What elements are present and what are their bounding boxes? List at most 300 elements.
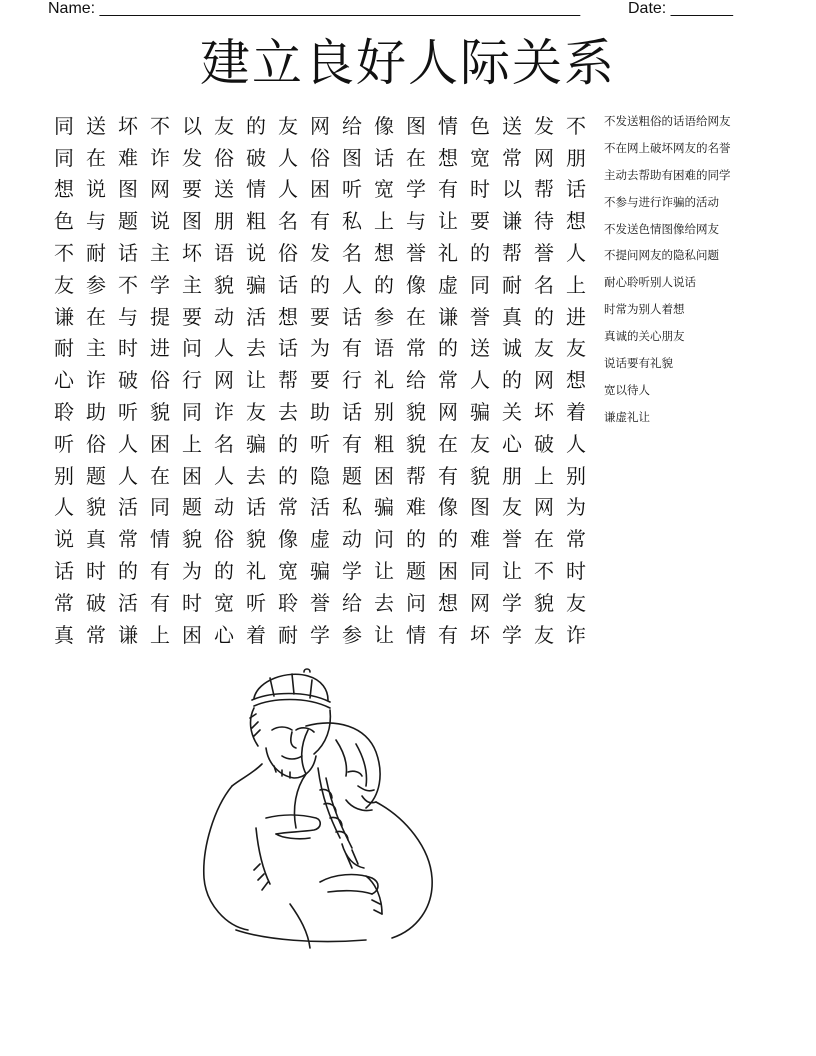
grid-cell: 话 [246,495,266,520]
grid-cell: 行 [182,368,202,393]
grid-cell: 网 [470,590,490,615]
grid-row [48,333,592,365]
word-list-item: 真诚的关心朋友 [604,329,685,344]
grid-cell: 貌 [182,527,202,552]
grid-cell: 礼 [246,559,266,584]
grid-cell: 宽 [278,559,298,584]
grid-cell: 俗 [278,241,298,266]
grid-cell: 困 [182,622,202,647]
grid-cell: 时 [182,590,202,615]
grid-cell: 学 [502,622,522,647]
grid-cell: 帮 [502,241,522,266]
grid-cell: 行 [342,368,362,393]
grid-cell: 俗 [310,145,330,170]
grid-cell: 誉 [534,241,554,266]
grid-cell: 心 [502,431,522,456]
grid-cell: 人 [118,431,138,456]
grid-cell: 名 [534,272,554,297]
grid-cell: 的 [278,431,298,456]
grid-cell: 动 [214,495,234,520]
grid-cell: 要 [310,304,330,329]
grid-cell: 发 [182,145,202,170]
grid-cell: 俗 [86,431,106,456]
word-list-item: 耐心聆听别人说话 [604,275,696,290]
grid-cell: 为 [310,336,330,361]
grid-cell: 给 [342,590,362,615]
grid-cell: 谦 [502,209,522,234]
date-line: Date: _______ [628,0,733,17]
word-list-item: 宽以待人 [604,382,650,397]
grid-cell: 网 [534,495,554,520]
grid-cell: 同 [54,113,74,138]
grid-cell: 话 [342,400,362,425]
grid-cell: 不 [534,559,554,584]
grid-row [48,174,592,206]
grid-cell: 话 [374,145,394,170]
grid-cell: 帮 [534,177,554,202]
word-list-item: 不提问网友的隐私问题 [604,248,719,263]
grid-cell: 给 [406,368,426,393]
grid-cell: 活 [118,495,138,520]
grid-cell: 的 [246,113,266,138]
grid-cell: 有 [438,463,458,488]
grid-cell: 骗 [246,431,266,456]
grid-cell: 耐 [502,272,522,297]
grid-cell: 色 [54,209,74,234]
grid-cell: 在 [438,431,458,456]
grid-cell: 说 [246,241,266,266]
grid-cell: 聆 [278,590,298,615]
grid-cell: 粗 [374,431,394,456]
grid-cell: 话 [278,336,298,361]
grid-cell: 情 [406,622,426,647]
grid-cell: 话 [566,177,586,202]
grid-cell: 虚 [310,527,330,552]
grid-cell: 心 [214,622,234,647]
grid-cell: 要 [182,177,202,202]
grid-cell: 送 [502,113,522,138]
grid-cell: 以 [502,177,522,202]
grid-cell: 话 [342,304,362,329]
grid-cell: 有 [342,336,362,361]
grid-cell: 朋 [214,209,234,234]
grid-cell: 骗 [374,495,394,520]
grid-cell: 问 [374,527,394,552]
grid-cell: 让 [502,559,522,584]
grid-cell: 坏 [470,622,490,647]
grid-cell: 常 [566,527,586,552]
grid-cell: 活 [246,304,266,329]
hugging-couple-illustration [196,668,440,958]
grid-cell: 题 [182,495,202,520]
grid-cell: 网 [310,113,330,138]
grid-row [48,364,592,396]
word-list-item: 不在网上破坏网友的名誉 [604,140,731,155]
grid-cell: 与 [118,304,138,329]
grid-cell: 在 [406,304,426,329]
grid-cell: 帮 [278,368,298,393]
grid-cell: 难 [118,145,138,170]
grid-cell: 想 [278,304,298,329]
grid-cell: 骗 [246,272,266,297]
grid-cell: 破 [118,368,138,393]
grid-cell: 常 [86,622,106,647]
grid-cell: 心 [54,368,74,393]
grid-cell: 让 [374,622,394,647]
grid-cell: 诈 [150,145,170,170]
grid-cell: 谦 [118,622,138,647]
grid-cell: 要 [470,209,490,234]
grid-cell: 送 [86,113,106,138]
grid-cell: 去 [246,463,266,488]
grid-cell: 的 [438,336,458,361]
grid-cell: 题 [406,559,426,584]
grid-cell: 的 [534,304,554,329]
grid-cell: 参 [374,304,394,329]
grid-cell: 色 [470,113,490,138]
grid-cell: 话 [54,559,74,584]
grid-cell: 动 [342,527,362,552]
grid-cell: 主 [150,241,170,266]
hugging-couple-icon [196,668,440,958]
grid-row [48,205,592,237]
grid-cell: 真 [54,622,74,647]
grid-row [48,460,592,492]
grid-cell: 学 [310,622,330,647]
grid-cell: 让 [438,209,458,234]
grid-cell: 帮 [406,463,426,488]
grid-cell: 宽 [470,145,490,170]
grid-cell: 送 [470,336,490,361]
grid-cell: 宽 [214,590,234,615]
grid-cell: 以 [182,113,202,138]
grid-cell: 宽 [374,177,394,202]
grid-cell: 常 [278,495,298,520]
grid-cell: 在 [406,145,426,170]
grid-cell: 同 [470,272,490,297]
grid-cell: 貌 [150,400,170,425]
grid-cell: 名 [278,209,298,234]
grid-cell: 誉 [470,304,490,329]
grid-cell: 别 [566,463,586,488]
grid-row [48,269,592,301]
grid-row [48,523,592,555]
grid-cell: 坏 [182,241,202,266]
grid-cell: 听 [54,431,74,456]
grid-cell: 困 [182,463,202,488]
grid-cell: 貌 [86,495,106,520]
grid-cell: 上 [566,272,586,297]
grid-cell: 主 [86,336,106,361]
grid-cell: 去 [278,400,298,425]
grid-cell: 人 [342,272,362,297]
grid-cell: 俗 [150,368,170,393]
grid-cell: 去 [246,336,266,361]
grid-cell: 发 [534,113,554,138]
grid-cell: 的 [278,463,298,488]
grid-cell: 为 [182,559,202,584]
grid-cell: 上 [182,431,202,456]
grid-cell: 誉 [406,241,426,266]
name-line: Name: ______________________________________________________ [48,0,581,17]
grid-cell: 常 [438,368,458,393]
grid-cell: 听 [118,400,138,425]
grid-cell: 提 [150,304,170,329]
grid-cell: 的 [470,241,490,266]
grid-cell: 貌 [406,400,426,425]
grid-cell: 有 [342,431,362,456]
grid-cell: 网 [438,400,458,425]
grid-row [48,237,592,269]
grid-cell: 时 [470,177,490,202]
grid-cell: 耐 [86,241,106,266]
grid-cell: 给 [342,113,362,138]
grid-cell: 助 [310,400,330,425]
grid-cell: 关 [502,400,522,425]
grid-cell: 谦 [54,304,74,329]
word-list-item: 说话要有礼貌 [604,356,673,371]
grid-cell: 时 [86,559,106,584]
grid-cell: 话 [118,241,138,266]
grid-row [48,492,592,524]
grid-cell: 发 [310,241,330,266]
grid-cell: 困 [150,431,170,456]
grid-row [48,587,592,619]
grid-cell: 的 [118,559,138,584]
grid-cell: 友 [566,336,586,361]
grid-cell: 骗 [310,559,330,584]
grid-cell: 时 [118,336,138,361]
grid-cell: 听 [342,177,362,202]
grid-cell: 难 [470,527,490,552]
grid-cell: 朋 [566,145,586,170]
grid-cell: 网 [534,368,554,393]
grid-cell: 学 [406,177,426,202]
grid-cell: 与 [86,209,106,234]
grid-row [48,619,592,651]
grid-cell: 俗 [214,527,234,552]
grid-cell: 私 [342,209,362,234]
grid-cell: 谦 [438,304,458,329]
grid-cell: 学 [502,590,522,615]
grid-cell: 友 [534,336,554,361]
grid-cell: 人 [566,431,586,456]
grid-row [48,396,592,428]
grid-cell: 有 [438,622,458,647]
grid-cell: 的 [374,272,394,297]
grid-cell: 骗 [470,400,490,425]
grid-cell: 礼 [374,368,394,393]
grid-cell: 虚 [438,272,458,297]
grid-cell: 破 [246,145,266,170]
grid-cell: 参 [86,272,106,297]
grid-cell: 常 [406,336,426,361]
grid-cell: 别 [54,463,74,488]
word-list [604,108,804,431]
grid-cell: 人 [278,177,298,202]
grid-cell: 名 [214,431,234,456]
grid-cell: 友 [246,400,266,425]
grid-cell: 听 [310,431,330,456]
grid-cell: 待 [534,209,554,234]
grid-cell: 题 [86,463,106,488]
grid-cell: 的 [310,272,330,297]
grid-cell: 私 [342,495,362,520]
grid-cell: 想 [54,177,74,202]
grid-cell: 粗 [246,209,266,234]
grid-cell: 进 [150,336,170,361]
grid-cell: 像 [278,527,298,552]
grid-cell: 着 [246,622,266,647]
grid-cell: 礼 [438,241,458,266]
grid-cell: 友 [502,495,522,520]
grid-cell: 破 [86,590,106,615]
grid-cell: 要 [182,304,202,329]
grid-cell: 话 [278,272,298,297]
grid-cell: 耐 [54,336,74,361]
grid-cell: 去 [374,590,394,615]
grid-cell: 坏 [118,113,138,138]
grid-cell: 的 [214,559,234,584]
word-list-item: 不发送色情图像给网友 [604,221,719,236]
grid-cell: 情 [150,527,170,552]
word-list-item: 谦虚礼让 [604,409,650,424]
grid-row [48,110,592,142]
grid-cell: 坏 [534,400,554,425]
grid-cell: 困 [374,463,394,488]
grid-cell: 着 [566,400,586,425]
grid-cell: 与 [406,209,426,234]
grid-cell: 网 [150,177,170,202]
grid-cell: 网 [214,368,234,393]
grid-cell: 隐 [310,463,330,488]
grid-cell: 破 [534,431,554,456]
grid-cell: 貌 [534,590,554,615]
grid-cell: 情 [438,113,458,138]
grid-cell: 聆 [54,400,74,425]
grid-cell: 图 [342,145,362,170]
grid-cell: 不 [150,113,170,138]
grid-row [48,142,592,174]
grid-cell: 不 [566,113,586,138]
grid-row [48,301,592,333]
grid-cell: 主 [182,272,202,297]
grid-cell: 图 [470,495,490,520]
grid-cell: 的 [406,527,426,552]
grid-cell: 送 [214,177,234,202]
grid-cell: 貌 [470,463,490,488]
grid-cell: 不 [118,272,138,297]
grid-cell: 人 [118,463,138,488]
grid-cell: 诈 [566,622,586,647]
grid-cell: 朋 [502,463,522,488]
grid-cell: 上 [150,622,170,647]
grid-cell: 让 [246,368,266,393]
grid-cell: 图 [406,113,426,138]
grid-cell: 在 [86,304,106,329]
grid-cell: 助 [86,400,106,425]
grid-cell: 时 [566,559,586,584]
word-list-item: 主动去帮助有困难的同学 [604,167,731,182]
grid-cell: 题 [342,463,362,488]
grid-cell: 学 [342,559,362,584]
grid-cell: 人 [470,368,490,393]
grid-cell: 常 [118,527,138,552]
grid-cell: 活 [310,495,330,520]
grid-cell: 说 [86,177,106,202]
grid-cell: 难 [406,495,426,520]
word-list-item: 不参与进行诈骗的活动 [604,194,719,209]
grid-cell: 有 [150,559,170,584]
grid-cell: 上 [534,463,554,488]
grid-row [48,428,592,460]
grid-cell: 有 [310,209,330,234]
grid-row [48,555,592,587]
grid-cell: 友 [214,113,234,138]
word-search-grid [48,110,592,651]
grid-cell: 要 [310,368,330,393]
grid-cell: 友 [534,622,554,647]
grid-cell: 友 [54,272,74,297]
grid-cell: 想 [566,209,586,234]
grid-cell: 的 [502,368,522,393]
grid-cell: 听 [246,590,266,615]
grid-cell: 像 [374,113,394,138]
grid-cell: 图 [118,177,138,202]
grid-cell: 图 [182,209,202,234]
grid-cell: 誉 [502,527,522,552]
grid-cell: 人 [214,463,234,488]
grid-cell: 的 [438,527,458,552]
grid-cell: 人 [214,336,234,361]
grid-cell: 同 [150,495,170,520]
grid-cell: 情 [246,177,266,202]
grid-cell: 有 [150,590,170,615]
grid-cell: 真 [86,527,106,552]
grid-cell: 活 [118,590,138,615]
grid-cell: 同 [182,400,202,425]
grid-cell: 困 [310,177,330,202]
grid-cell: 进 [566,304,586,329]
grid-cell: 想 [374,241,394,266]
grid-cell: 俗 [214,145,234,170]
word-list-item: 时常为别人着想 [604,302,685,317]
grid-cell: 别 [374,400,394,425]
grid-cell: 困 [438,559,458,584]
grid-cell: 常 [54,590,74,615]
grid-cell: 貌 [214,272,234,297]
grid-cell: 同 [54,145,74,170]
grid-cell: 在 [534,527,554,552]
grid-cell: 在 [150,463,170,488]
grid-cell: 像 [406,272,426,297]
grid-cell: 不 [54,241,74,266]
grid-cell: 想 [566,368,586,393]
grid-cell: 说 [54,527,74,552]
grid-cell: 上 [374,209,394,234]
grid-cell: 在 [86,145,106,170]
grid-cell: 人 [54,495,74,520]
grid-cell: 想 [438,590,458,615]
grid-cell: 人 [278,145,298,170]
grid-cell: 常 [502,145,522,170]
grid-cell: 貌 [246,527,266,552]
grid-cell: 学 [150,272,170,297]
grid-cell: 诈 [86,368,106,393]
grid-cell: 友 [566,590,586,615]
grid-cell: 参 [342,622,362,647]
grid-cell: 网 [534,145,554,170]
